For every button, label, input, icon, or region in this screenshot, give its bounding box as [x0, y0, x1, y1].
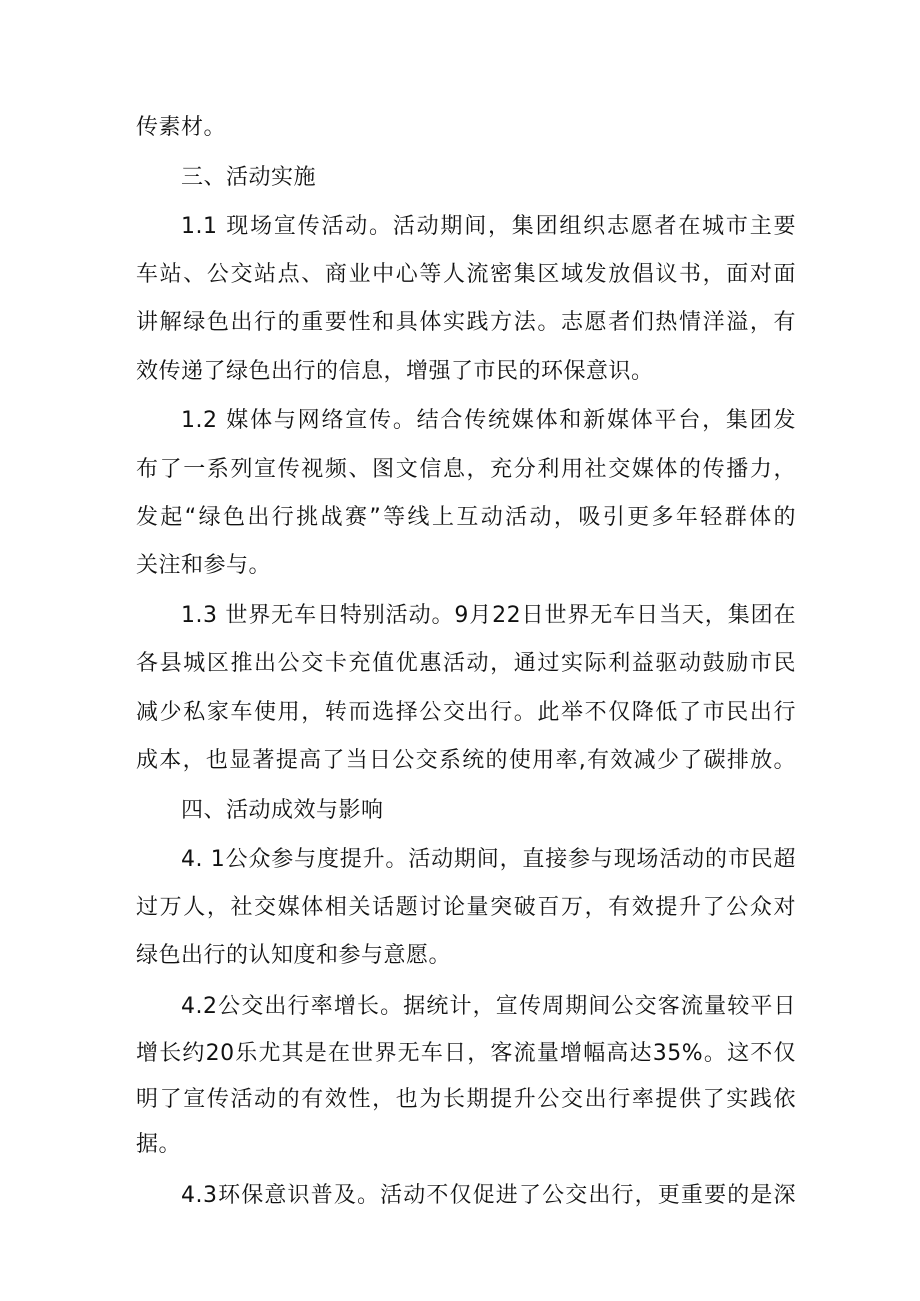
paragraph-line: 车站、公交站点、商业中心等人流密集区域发放倡议书，面对面	[136, 262, 796, 287]
paragraph-line: 1.1 现场宣传活动。活动期间，集团组织志愿者在城市主要	[181, 214, 796, 239]
paragraph-line: 过万人，社交媒体相关话题讨论量突破百万，有效提升了公众对	[136, 895, 796, 920]
paragraph-line: 增长约20乐尤其是在世界无车日，客流量增幅高达35%。这不仅	[136, 1041, 796, 1066]
paragraph-line: 4.3环保意识普及。活动不仅促进了公交出行，更重要的是深	[181, 1183, 796, 1208]
paragraph-line: 布了一系列宣传视频、图文信息，充分利用社交媒体的传播力，	[136, 457, 796, 482]
section-heading: 四、活动成效与影响	[181, 798, 384, 823]
section-heading: 三、活动实施	[181, 165, 317, 190]
paragraph-line: 减少私家车使用，转而选择公交出行。此举不仅降低了市民出行	[136, 700, 796, 725]
paragraph-line: 4.2公交出行率增长。据统计，宣传周期间公交客流量较平日	[181, 994, 796, 1019]
paragraph-line: 讲解绿色出行的重要性和具体实践方法。志愿者们热情洋溢，有	[136, 310, 796, 335]
paragraph-line: 各县城区推出公交卡充值优惠活动，通过实际利益驱动鼓励市民	[136, 651, 796, 676]
paragraph-line: 传素材。	[136, 115, 227, 140]
paragraph-line: 绿色出行的认知度和参与意愿。	[136, 943, 452, 968]
paragraph-line: 发起“绿色出行挑战赛”等线上互动活动，吸引更多年轻群体的	[136, 505, 796, 530]
paragraph-line: 成本，也显著提高了当日公交系统的使用率,有效减少了碳排放。	[136, 748, 796, 773]
paragraph-line: 1.3 世界无车日特别活动。9月22日世界无车日当天，集团在	[181, 603, 796, 628]
paragraph-line: 关注和参与。	[136, 553, 272, 578]
paragraph-line: 4. 1公众参与度提升。活动期间，直接参与现场活动的市民超	[181, 847, 796, 872]
paragraph-line: 效传递了绿色出行的信息，增强了市民的环保意识。	[136, 359, 654, 384]
paragraph-line: 据。	[136, 1132, 182, 1157]
paragraph-line: 1.2 媒体与网络宣传。结合传统媒体和新媒体平台，集团发	[181, 408, 796, 433]
paragraph-line: 明了宣传活动的有效性，也为长期提升公交出行率提供了实践依	[136, 1087, 796, 1112]
